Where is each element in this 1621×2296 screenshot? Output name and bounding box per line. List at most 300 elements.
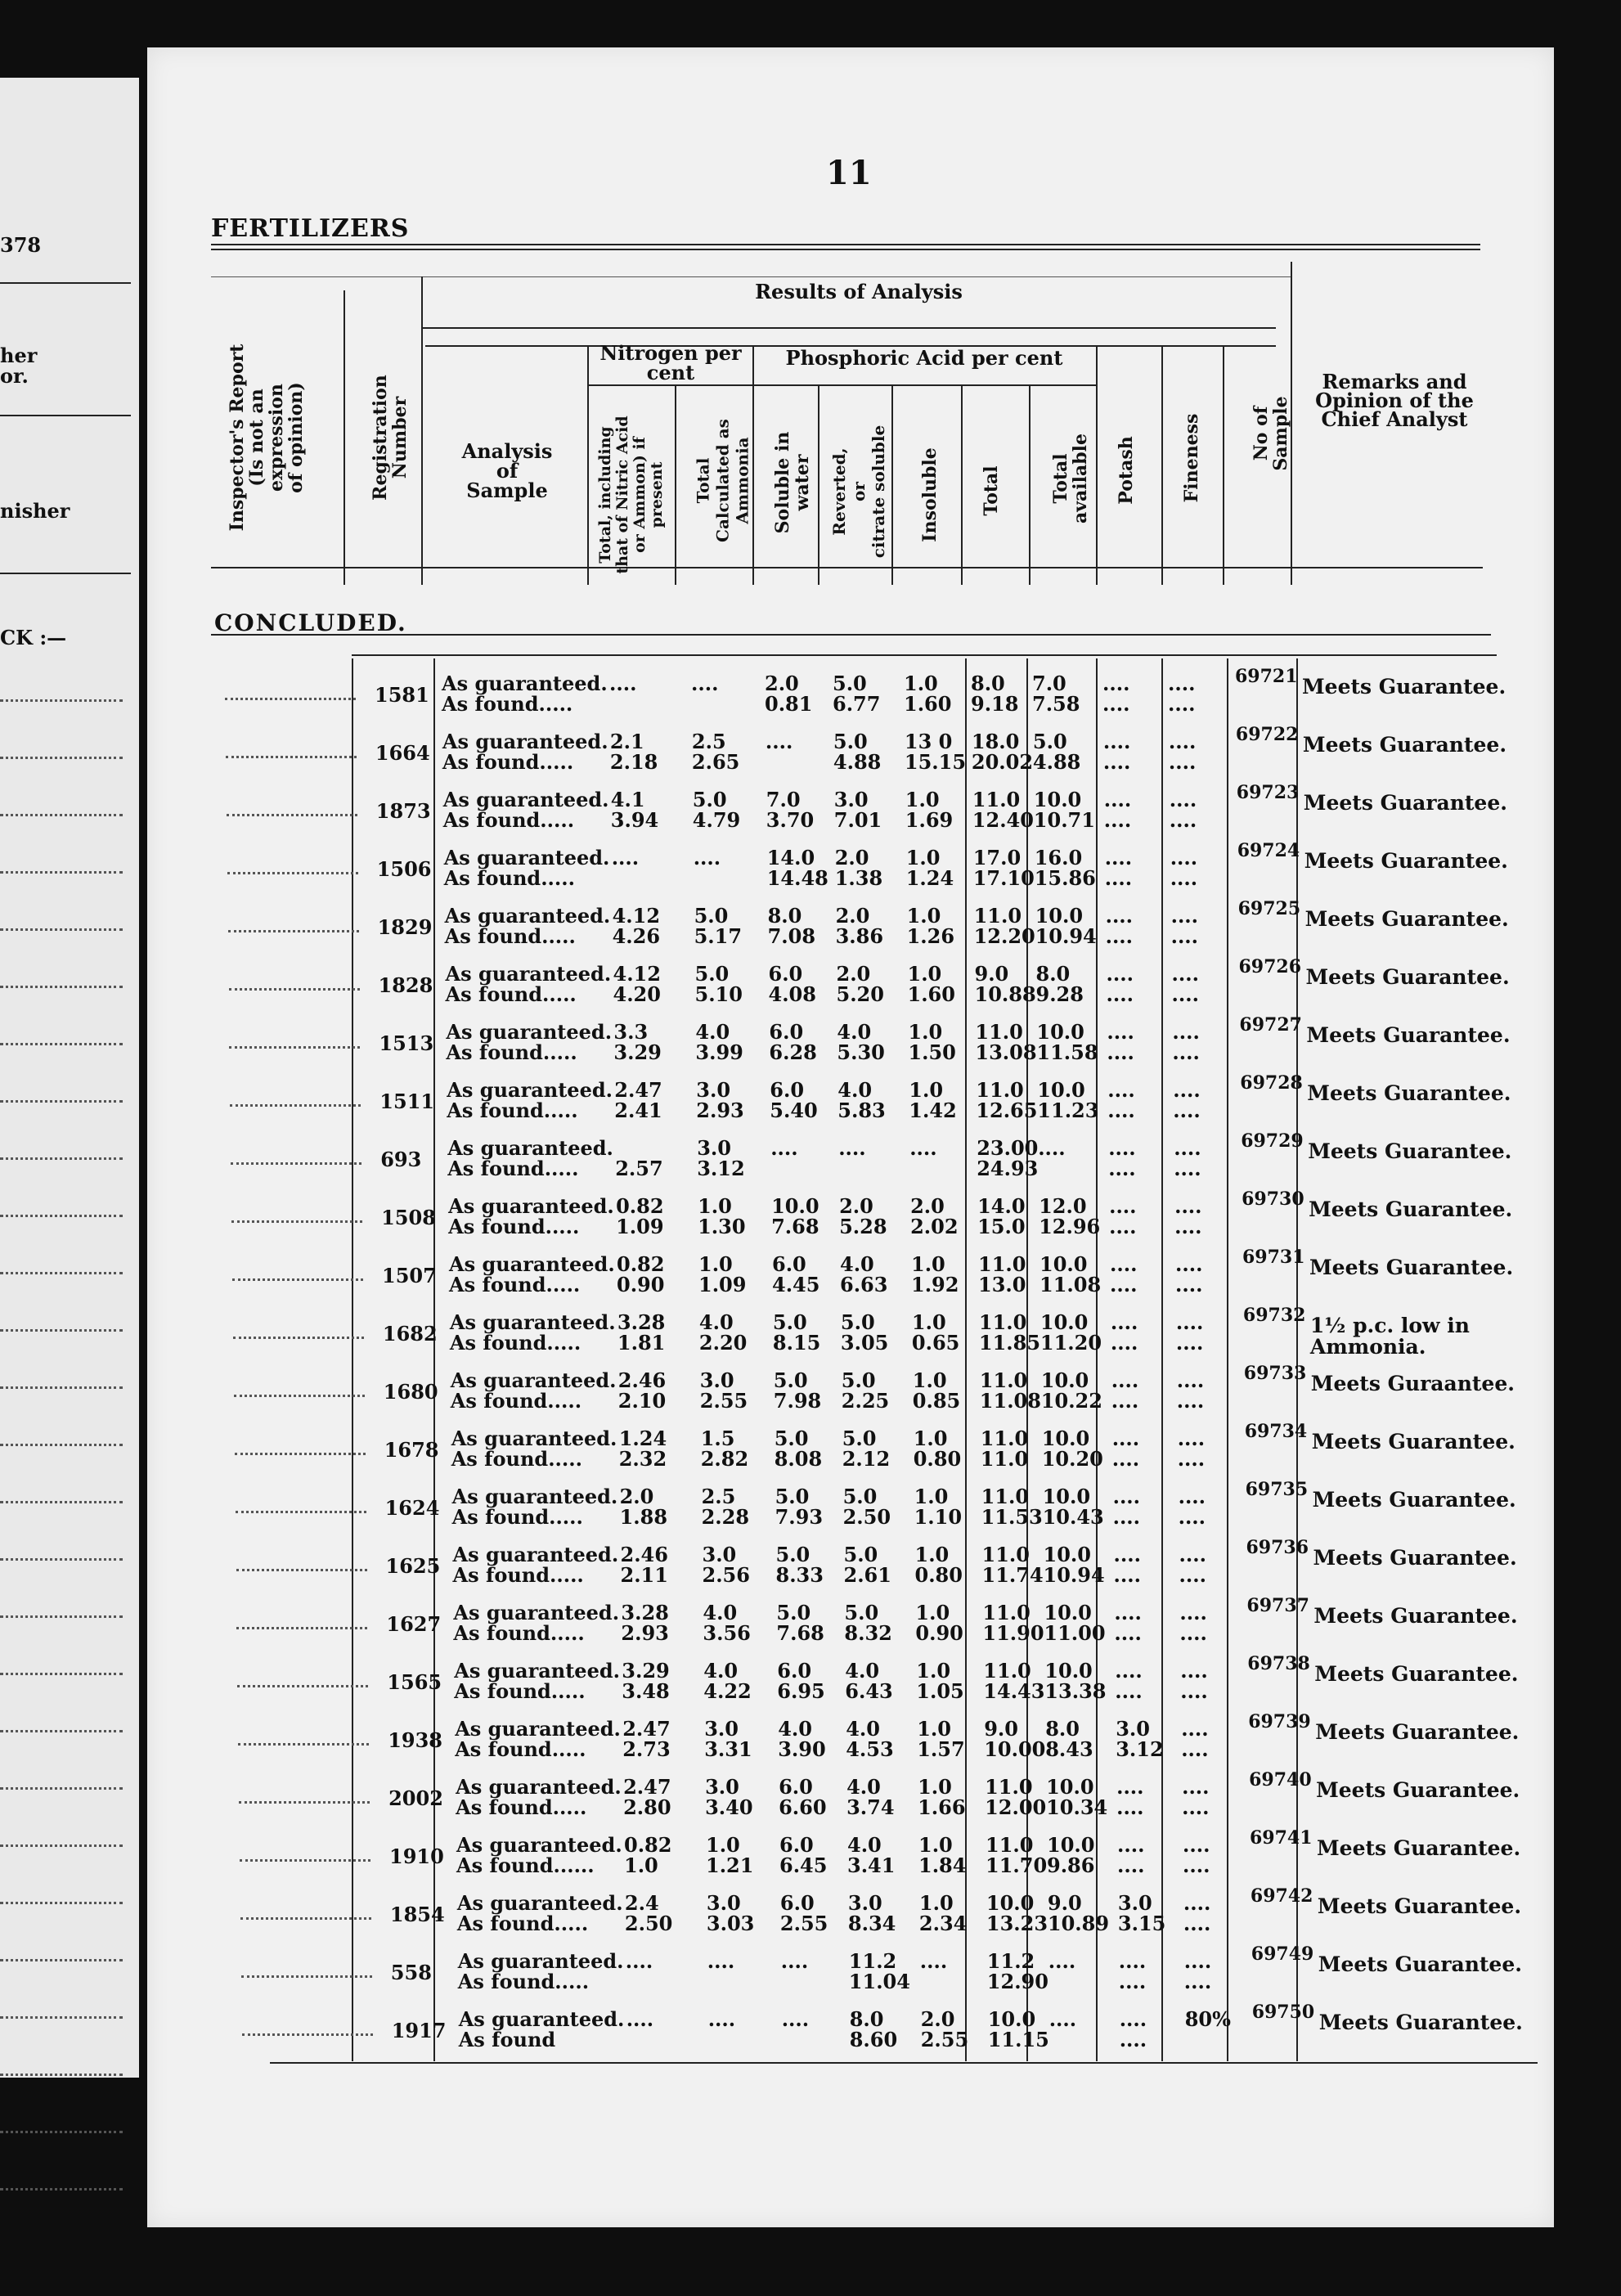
sample-number: 69735 bbox=[1245, 1479, 1309, 1500]
fineness-value: .... .... bbox=[1168, 730, 1197, 774]
inspector-report-dots bbox=[241, 1975, 372, 1978]
table-row bbox=[0, 1828, 1621, 1886]
potash-value: .... .... bbox=[1103, 788, 1132, 832]
sample-number: 69736 bbox=[1246, 1537, 1309, 1558]
registration-number: 1565 bbox=[387, 1670, 442, 1694]
total-available-value: 10.0 10.71 bbox=[1033, 788, 1095, 832]
reverted-value: 4.0 5.83 bbox=[837, 1078, 886, 1122]
nitrogen-ammonia-value: 3.0 3.40 bbox=[705, 1775, 753, 1819]
header-total: Total bbox=[981, 465, 1002, 516]
remarks: Meets Guarantee. bbox=[1303, 791, 1507, 815]
nitrogen-total-value: 0.82 1.0 bbox=[624, 1833, 672, 1877]
total-available-value: 10.0 13.38 bbox=[1044, 1659, 1107, 1703]
insoluble-value: 1.0 0.65 bbox=[911, 1310, 960, 1355]
total-available-value: 10.0 10.94 bbox=[1035, 904, 1097, 948]
total-available-value: 7.0 7.58 bbox=[1032, 672, 1080, 716]
insoluble-value: 1.0 1.57 bbox=[917, 1717, 965, 1761]
nitrogen-total-value: 4.1 3.94 bbox=[610, 788, 659, 832]
header-nitrogen-total: Total, including that of Nitric Acid or Ammon) if present bbox=[596, 416, 666, 574]
header-nitrogen: Nitrogen per cent bbox=[599, 341, 742, 384]
inspector-report-dots bbox=[236, 1511, 366, 1513]
table-row bbox=[0, 1944, 1621, 2002]
inspector-report-dots bbox=[227, 872, 358, 874]
table-row bbox=[0, 1131, 1621, 1189]
fineness-value: .... .... bbox=[1174, 1136, 1201, 1180]
fineness-value: .... .... bbox=[1183, 1949, 1212, 1993]
reverted-value: 5.0 2.12 bbox=[842, 1427, 891, 1471]
sample-number: 69740 bbox=[1249, 1769, 1312, 1791]
registration-number: 1682 bbox=[382, 1322, 438, 1346]
total-available-value: 10.0 11.20 bbox=[1040, 1310, 1102, 1355]
nitrogen-ammonia-value: 3.0 2.55 bbox=[699, 1368, 748, 1413]
insoluble-value: .... bbox=[909, 1136, 937, 1160]
header-registration: Registration Number bbox=[370, 375, 411, 501]
insoluble-value: .... bbox=[919, 1949, 948, 1973]
fineness-value: .... .... bbox=[1179, 1601, 1207, 1645]
total-value: 10.0 13.23 bbox=[986, 1891, 1048, 1935]
table-row bbox=[0, 1422, 1621, 1480]
table-row bbox=[0, 1770, 1621, 1828]
soluble-value: 14.0 14.48 bbox=[766, 846, 828, 890]
sample-number: 69742 bbox=[1250, 1885, 1313, 1907]
insoluble-value: 1.0 0.80 bbox=[913, 1427, 962, 1471]
registration-number: 1508 bbox=[381, 1206, 436, 1229]
sample-number: 69737 bbox=[1246, 1595, 1309, 1616]
nitrogen-total-value: 0.82 0.90 bbox=[617, 1252, 665, 1296]
fineness-value: .... .... bbox=[1175, 1252, 1203, 1296]
table-row bbox=[0, 783, 1621, 841]
reverted-value: 5.0 2.61 bbox=[843, 1543, 891, 1587]
registration-number: 1625 bbox=[385, 1554, 441, 1578]
inspector-report-dots bbox=[234, 1395, 365, 1397]
table-row bbox=[0, 2002, 1621, 2060]
nitrogen-total-value: 2.46 2.10 bbox=[617, 1368, 667, 1413]
nitrogen-ammonia-value: 2.5 2.28 bbox=[701, 1485, 750, 1529]
potash-value: .... .... bbox=[1112, 1485, 1141, 1529]
analysis-label: As guaranteed. As found..... bbox=[457, 1949, 624, 1993]
reverted-value: 4.0 3.41 bbox=[847, 1833, 896, 1877]
soluble-value: 6.0 2.55 bbox=[779, 1891, 828, 1935]
analysis-label: As guaranteed. As found..... bbox=[448, 1194, 614, 1238]
table-row bbox=[0, 1480, 1621, 1538]
total-available-value: 10.0 11.23 bbox=[1037, 1078, 1099, 1122]
page-number: 11 bbox=[826, 154, 872, 192]
analysis-label: As guaranteed. As found..... bbox=[446, 1020, 613, 1064]
registration-number: 1513 bbox=[379, 1031, 434, 1055]
registration-number: 2002 bbox=[388, 1786, 443, 1810]
insoluble-value: 1.0 1.26 bbox=[906, 904, 955, 948]
header-phosphoric: Phosphoric Acid per cent bbox=[785, 346, 1063, 370]
fineness-value: .... .... bbox=[1183, 1833, 1210, 1877]
total-value: 10.0 11.15 bbox=[987, 2007, 1049, 2051]
total-value: 11.0 11.74 bbox=[981, 1543, 1044, 1587]
header-potash: Potash bbox=[1116, 436, 1137, 505]
nitrogen-ammonia-value: 3.0 3.03 bbox=[706, 1891, 755, 1935]
nitrogen-total-value: .... bbox=[609, 672, 637, 695]
sample-number: 69722 bbox=[1235, 724, 1299, 745]
col-divider bbox=[752, 345, 754, 585]
registration-number: 1873 bbox=[375, 799, 431, 823]
inspector-report-dots bbox=[231, 1220, 362, 1223]
soluble-value: 5.0 7.68 bbox=[776, 1601, 824, 1645]
reverted-value: 3.0 8.34 bbox=[847, 1891, 896, 1935]
sample-number: 69728 bbox=[1240, 1072, 1303, 1094]
registration-number: 1680 bbox=[383, 1380, 438, 1404]
sample-number: 69733 bbox=[1243, 1363, 1307, 1384]
nitrogen-ammonia-value: .... bbox=[691, 672, 719, 695]
left-fragment-her: her bbox=[0, 344, 38, 367]
total-value: 11.0 12.40 bbox=[972, 788, 1034, 832]
soluble-value: 8.0 7.08 bbox=[767, 904, 816, 948]
inspector-report-dots bbox=[242, 2033, 373, 2036]
potash-value: .... .... bbox=[1102, 672, 1130, 716]
potash-value: .... .... bbox=[1102, 730, 1131, 774]
nitrogen-total-value: 2.46 2.11 bbox=[620, 1543, 668, 1587]
total-available-value: 10.0 10.94 bbox=[1043, 1543, 1105, 1587]
table-row bbox=[0, 1189, 1621, 1247]
registration-number: 1664 bbox=[375, 741, 430, 765]
soluble-value: 2.0 0.81 bbox=[765, 672, 813, 716]
potash-value: 3.0 3.12 bbox=[1116, 1717, 1164, 1761]
fineness-value: .... .... bbox=[1180, 1659, 1208, 1703]
reverted-value: 4.0 5.30 bbox=[837, 1020, 885, 1064]
analysis-label: As guaranteed. As found..... bbox=[454, 1659, 620, 1703]
total-value: 11.0 13.08 bbox=[975, 1020, 1037, 1064]
total-value: 9.0 10.00 bbox=[984, 1717, 1046, 1761]
fineness-value: .... .... bbox=[1171, 962, 1199, 1006]
sample-number: 69725 bbox=[1237, 898, 1301, 919]
nitrogen-ammonia-value: .... bbox=[707, 1949, 735, 1973]
insoluble-value: 1.0 1.84 bbox=[918, 1833, 967, 1877]
nitrogen-total-value: 2.4 2.50 bbox=[624, 1891, 673, 1935]
remarks: Meets Guarantee. bbox=[1304, 849, 1508, 873]
col-divider bbox=[1096, 345, 1098, 585]
total-available-value: 16.0 15.86 bbox=[1034, 846, 1096, 890]
sample-number: 69741 bbox=[1250, 1827, 1313, 1849]
total-available-value: .... bbox=[1048, 1949, 1076, 1973]
inspector-report-dots bbox=[236, 1569, 367, 1571]
left-fragment-nisher: nisher bbox=[0, 499, 70, 523]
soluble-value: 6.0 4.08 bbox=[768, 962, 816, 1006]
registration-number: 1506 bbox=[376, 857, 432, 881]
total-value: 11.0 13.0 bbox=[978, 1252, 1026, 1296]
inspector-report-dots bbox=[227, 814, 357, 816]
potash-value: .... .... bbox=[1110, 1310, 1138, 1355]
nitrogen-ammonia-value: 3.0 2.93 bbox=[696, 1078, 744, 1122]
remarks: Meets Guarantee. bbox=[1304, 907, 1509, 931]
sample-number: 69727 bbox=[1239, 1014, 1302, 1036]
total-available-value: .... bbox=[1038, 1136, 1066, 1160]
left-page-dots bbox=[0, 2131, 123, 2133]
remarks: Meets Guarantee. bbox=[1311, 1430, 1515, 1454]
header-top-rule bbox=[211, 249, 1480, 250]
inspector-report-dots bbox=[240, 1859, 370, 1862]
registration-number: 1511 bbox=[379, 1090, 435, 1113]
reverted-value: 11.2 11.04 bbox=[848, 1949, 910, 1993]
potash-value: .... .... bbox=[1119, 2007, 1147, 2051]
nitrogen-ammonia-value: 4.0 3.56 bbox=[703, 1601, 751, 1645]
registration-number: 1507 bbox=[382, 1264, 437, 1287]
nitrogen-total-value: 3.29 3.48 bbox=[622, 1659, 670, 1703]
sample-number: 69738 bbox=[1247, 1653, 1310, 1674]
col-divider bbox=[421, 276, 423, 585]
potash-value: .... .... bbox=[1111, 1368, 1139, 1413]
col-divider bbox=[891, 384, 893, 585]
remarks: 1½ p.c. low in Ammonia. bbox=[1309, 1314, 1470, 1359]
reverted-value: 2.0 1.38 bbox=[834, 846, 883, 890]
col-divider bbox=[961, 384, 963, 585]
sample-number: 69729 bbox=[1241, 1130, 1304, 1152]
section-title: FERTILIZERS bbox=[211, 214, 410, 243]
total-value: 11.0 11.08 bbox=[979, 1368, 1041, 1413]
table-row bbox=[0, 1654, 1621, 1712]
total-value: 11.0 12.00 bbox=[985, 1775, 1047, 1819]
inspector-report-dots bbox=[229, 1046, 360, 1049]
potash-value: .... .... bbox=[1105, 904, 1134, 948]
remarks: Meets Guarantee. bbox=[1307, 1081, 1511, 1105]
analysis-label: As guaranteed. As found...... bbox=[456, 1833, 622, 1877]
registration-number: 1829 bbox=[377, 915, 433, 939]
analysis-label: As guaranteed. As found bbox=[458, 2007, 625, 2051]
nitrogen-total-value: 1.24 2.32 bbox=[618, 1427, 667, 1471]
reverted-value: 5.0 3.05 bbox=[840, 1310, 889, 1355]
insoluble-value: 1.0 1.66 bbox=[918, 1775, 966, 1819]
reverted-value: 4.0 6.63 bbox=[840, 1252, 888, 1296]
table-row bbox=[0, 1886, 1621, 1944]
nitrogen-total-value: 0.82 1.09 bbox=[616, 1194, 664, 1238]
col-divider bbox=[818, 384, 819, 585]
fineness-value: 80% bbox=[1184, 2007, 1231, 2031]
fineness-value: .... .... bbox=[1179, 1543, 1206, 1587]
registration-number: 1854 bbox=[389, 1903, 445, 1926]
remarks: Meets Guarantee. bbox=[1302, 733, 1507, 757]
soluble-value: .... bbox=[781, 2007, 810, 2031]
total-available-value: 10.0 10.20 bbox=[1041, 1427, 1103, 1471]
fineness-value: .... .... bbox=[1181, 1717, 1209, 1761]
soluble-value: .... bbox=[770, 1136, 798, 1160]
soluble-value: 5.0 7.93 bbox=[775, 1485, 824, 1529]
reverted-value: 4.0 6.43 bbox=[845, 1659, 893, 1703]
sample-number: 69726 bbox=[1238, 956, 1302, 977]
nitrogen-total-value: 2.57 bbox=[615, 1157, 663, 1180]
potash-value: .... .... bbox=[1110, 1252, 1138, 1296]
total-value: 11.0 11.85 bbox=[978, 1310, 1041, 1355]
nitrogen-total-value: 4.12 4.26 bbox=[612, 904, 661, 948]
soluble-value: 5.0 8.08 bbox=[774, 1427, 823, 1471]
registration-number: 1910 bbox=[389, 1844, 444, 1868]
registration-number: 1581 bbox=[375, 683, 429, 707]
table-row bbox=[0, 899, 1621, 957]
registration-number: 1828 bbox=[378, 973, 433, 997]
insoluble-value: 1.0 1.60 bbox=[907, 962, 955, 1006]
potash-value: .... .... bbox=[1106, 962, 1134, 1006]
inspector-report-dots bbox=[237, 1685, 368, 1687]
soluble-value: 6.0 6.28 bbox=[769, 1020, 817, 1064]
inspector-report-dots bbox=[231, 1162, 361, 1165]
insoluble-value: 1.0 0.85 bbox=[912, 1368, 961, 1413]
insoluble-value: 1.0 2.34 bbox=[918, 1891, 968, 1935]
table-row bbox=[0, 1596, 1621, 1654]
total-available-value: 10.0 9.86 bbox=[1047, 1833, 1095, 1877]
sample-number: 69734 bbox=[1244, 1421, 1308, 1442]
insoluble-value: 1.0 1.42 bbox=[909, 1078, 957, 1122]
potash-value: .... .... bbox=[1116, 1775, 1144, 1819]
total-available-value: 10.0 11.08 bbox=[1040, 1252, 1102, 1296]
potash-value: .... .... bbox=[1104, 846, 1133, 890]
remarks: Meets Guarantee. bbox=[1313, 1546, 1517, 1570]
nitrogen-ammonia-value: 5.0 4.79 bbox=[692, 788, 741, 832]
header-no-sample: No of Sample bbox=[1251, 396, 1291, 471]
analysis-label: As guaranteed. As found..... bbox=[453, 1601, 620, 1645]
analysis-label: As guaranteed. As found..... bbox=[444, 904, 611, 948]
remarks: Meets Guarantee. bbox=[1309, 1197, 1513, 1221]
insoluble-value: 1.0 1.92 bbox=[911, 1252, 959, 1296]
remarks: Meets Guarantee. bbox=[1315, 1720, 1520, 1744]
potash-value: .... .... bbox=[1107, 1020, 1134, 1064]
inspector-report-dots bbox=[233, 1337, 364, 1339]
analysis-label: As guaranteed. As found..... bbox=[451, 1485, 618, 1529]
analysis-label: As guaranteed. As found..... bbox=[455, 1717, 621, 1761]
total-value: 11.0 11.53 bbox=[981, 1485, 1043, 1529]
header-soluble: Soluble in water bbox=[772, 431, 813, 534]
inspector-report-dots bbox=[225, 698, 356, 700]
table-row bbox=[0, 1247, 1621, 1305]
table-row bbox=[0, 1712, 1621, 1770]
nitrogen-ammonia-value: 1.0 1.09 bbox=[698, 1252, 747, 1296]
potash-value: .... .... bbox=[1109, 1194, 1137, 1238]
col-divider bbox=[1223, 345, 1224, 585]
remarks: Meets Guarantee. bbox=[1317, 1836, 1521, 1860]
soluble-value: 6.0 4.45 bbox=[772, 1252, 820, 1296]
header-rule bbox=[211, 276, 1291, 277]
insoluble-value: 1.0 1.69 bbox=[905, 788, 954, 832]
left-fragment-378: 378 bbox=[0, 233, 42, 257]
reverted-value: 5.0 2.25 bbox=[841, 1368, 890, 1413]
inspector-report-dots bbox=[230, 1104, 361, 1107]
analysis-label: As guaranteed. As found..... bbox=[449, 1310, 616, 1355]
reverted-value: 8.0 8.60 bbox=[849, 2007, 898, 2051]
left-rule bbox=[0, 282, 131, 284]
fineness-value: .... .... bbox=[1176, 1368, 1205, 1413]
potash-value: .... .... bbox=[1107, 1078, 1135, 1122]
reverted-value: 5.0 6.77 bbox=[833, 672, 881, 716]
nitrogen-total-value: 2.47 2.73 bbox=[622, 1717, 671, 1761]
nitrogen-ammonia-value: 3.0 3.31 bbox=[704, 1717, 752, 1761]
analysis-label: As guaranteed. As found..... bbox=[445, 962, 612, 1006]
insoluble-value: 1.0 0.90 bbox=[915, 1601, 963, 1645]
total-available-value: 9.0 10.89 bbox=[1047, 1891, 1110, 1935]
analysis-label: As guaranteed. As found..... bbox=[442, 730, 608, 774]
fineness-value: .... .... bbox=[1170, 846, 1198, 890]
col-divider bbox=[675, 384, 676, 585]
insoluble-value: 1.0 1.05 bbox=[916, 1659, 964, 1703]
sample-number: 69739 bbox=[1248, 1711, 1311, 1732]
remarks: Meets Guarantee. bbox=[1316, 1778, 1520, 1802]
header-fineness: Fineness bbox=[1181, 413, 1202, 503]
header-results: Results of Analysis bbox=[755, 280, 963, 303]
analysis-label: As guaranteed. As found..... bbox=[456, 1891, 623, 1935]
fineness-value: .... .... bbox=[1172, 1020, 1200, 1064]
registration-number: 1678 bbox=[384, 1438, 439, 1462]
insoluble-value: 13 0 15.15 bbox=[904, 730, 967, 774]
table-row bbox=[0, 1073, 1621, 1131]
reverted-value: 5.0 4.88 bbox=[833, 730, 882, 774]
total-value: 11.2 12.90 bbox=[986, 1949, 1048, 1993]
left-rule bbox=[0, 415, 131, 416]
nitrogen-ammonia-value: .... bbox=[693, 846, 721, 869]
potash-value: .... .... bbox=[1117, 1833, 1145, 1877]
reverted-value: 5.0 8.32 bbox=[844, 1601, 892, 1645]
total-value: 11.0 12.20 bbox=[973, 904, 1035, 948]
total-value: 9.0 10.88 bbox=[974, 962, 1036, 1006]
analysis-label: As guaranteed. As found..... bbox=[449, 1252, 615, 1296]
total-value: 14.0 15.0 bbox=[977, 1194, 1026, 1238]
total-value: 11.0 12.65 bbox=[976, 1078, 1038, 1122]
insoluble-value: 2.0 2.55 bbox=[920, 2007, 969, 2051]
fineness-value: .... .... bbox=[1175, 1310, 1204, 1355]
remarks: Meets Guarantee. bbox=[1309, 1256, 1514, 1279]
soluble-value: 5.0 8.33 bbox=[775, 1543, 824, 1587]
soluble-value: 6.0 6.60 bbox=[779, 1775, 827, 1819]
analysis-label: As guaranteed. As found..... bbox=[442, 788, 609, 832]
sample-number: 69731 bbox=[1242, 1247, 1305, 1268]
remarks: Meets Guarantee. bbox=[1313, 1604, 1518, 1628]
header-analysis: Analysis of Sample bbox=[461, 439, 553, 502]
soluble-value: 4.0 3.90 bbox=[778, 1717, 826, 1761]
inspector-report-dots bbox=[226, 756, 357, 758]
nitrogen-ammonia-value: 4.0 3.99 bbox=[695, 1020, 743, 1064]
reverted-value: 2.0 5.20 bbox=[836, 962, 884, 1006]
inspector-report-dots bbox=[238, 1743, 369, 1746]
insoluble-value: 2.0 2.02 bbox=[910, 1194, 959, 1238]
soluble-value: 5.0 8.15 bbox=[772, 1310, 821, 1355]
total-available-value: 8.0 8.43 bbox=[1045, 1717, 1093, 1761]
table-row bbox=[0, 725, 1621, 783]
sample-number: 69749 bbox=[1251, 1943, 1314, 1965]
inspector-report-dots bbox=[235, 1453, 366, 1455]
registration-number: 1938 bbox=[388, 1728, 442, 1752]
analysis-label: As guaranteed. As found..... bbox=[443, 846, 610, 890]
total-available-value: 12.0 12.96 bbox=[1039, 1194, 1101, 1238]
remarks: Meets Guarantee. bbox=[1314, 1662, 1519, 1686]
total-available-value: 10.0 10.43 bbox=[1042, 1485, 1104, 1529]
sample-number: 69723 bbox=[1236, 782, 1300, 803]
reverted-value: 2.0 5.28 bbox=[839, 1194, 887, 1238]
reverted-value: 3.0 7.01 bbox=[833, 788, 882, 832]
table-bottom-rule bbox=[270, 2062, 1538, 2064]
soluble-value: 7.0 3.70 bbox=[766, 788, 815, 832]
nitrogen-ammonia-value: 4.0 2.20 bbox=[698, 1310, 748, 1355]
nitrogen-ammonia-value: 2.5 2.65 bbox=[691, 730, 740, 774]
left-fragment-or: or. bbox=[0, 364, 29, 388]
table-top-rule bbox=[352, 654, 1497, 656]
nitrogen-ammonia-value: 5.0 5.10 bbox=[694, 962, 743, 1006]
reverted-value: 4.0 4.53 bbox=[846, 1717, 894, 1761]
remarks: Meets Guarantee. bbox=[1308, 1139, 1512, 1163]
total-value: 23.00 24.93 bbox=[977, 1136, 1039, 1180]
soluble-value: 6.0 6.45 bbox=[779, 1833, 828, 1877]
total-available-value: 10.0 10.22 bbox=[1040, 1368, 1102, 1413]
nitrogen-total-value: 2.0 1.88 bbox=[619, 1485, 668, 1529]
nitrogen-total-value: .... bbox=[626, 2007, 654, 2031]
insoluble-value: 1.0 1.10 bbox=[914, 1485, 963, 1529]
fineness-value: .... .... bbox=[1174, 1194, 1202, 1238]
soluble-value: 6.0 5.40 bbox=[770, 1078, 818, 1122]
nitrogen-total-value: 3.28 1.81 bbox=[617, 1310, 666, 1355]
nitrogen-total-value: 3.28 2.93 bbox=[621, 1601, 669, 1645]
analysis-label: As guaranteed. As found..... bbox=[450, 1368, 617, 1413]
nitrogen-total-value: 4.12 4.20 bbox=[613, 962, 661, 1006]
